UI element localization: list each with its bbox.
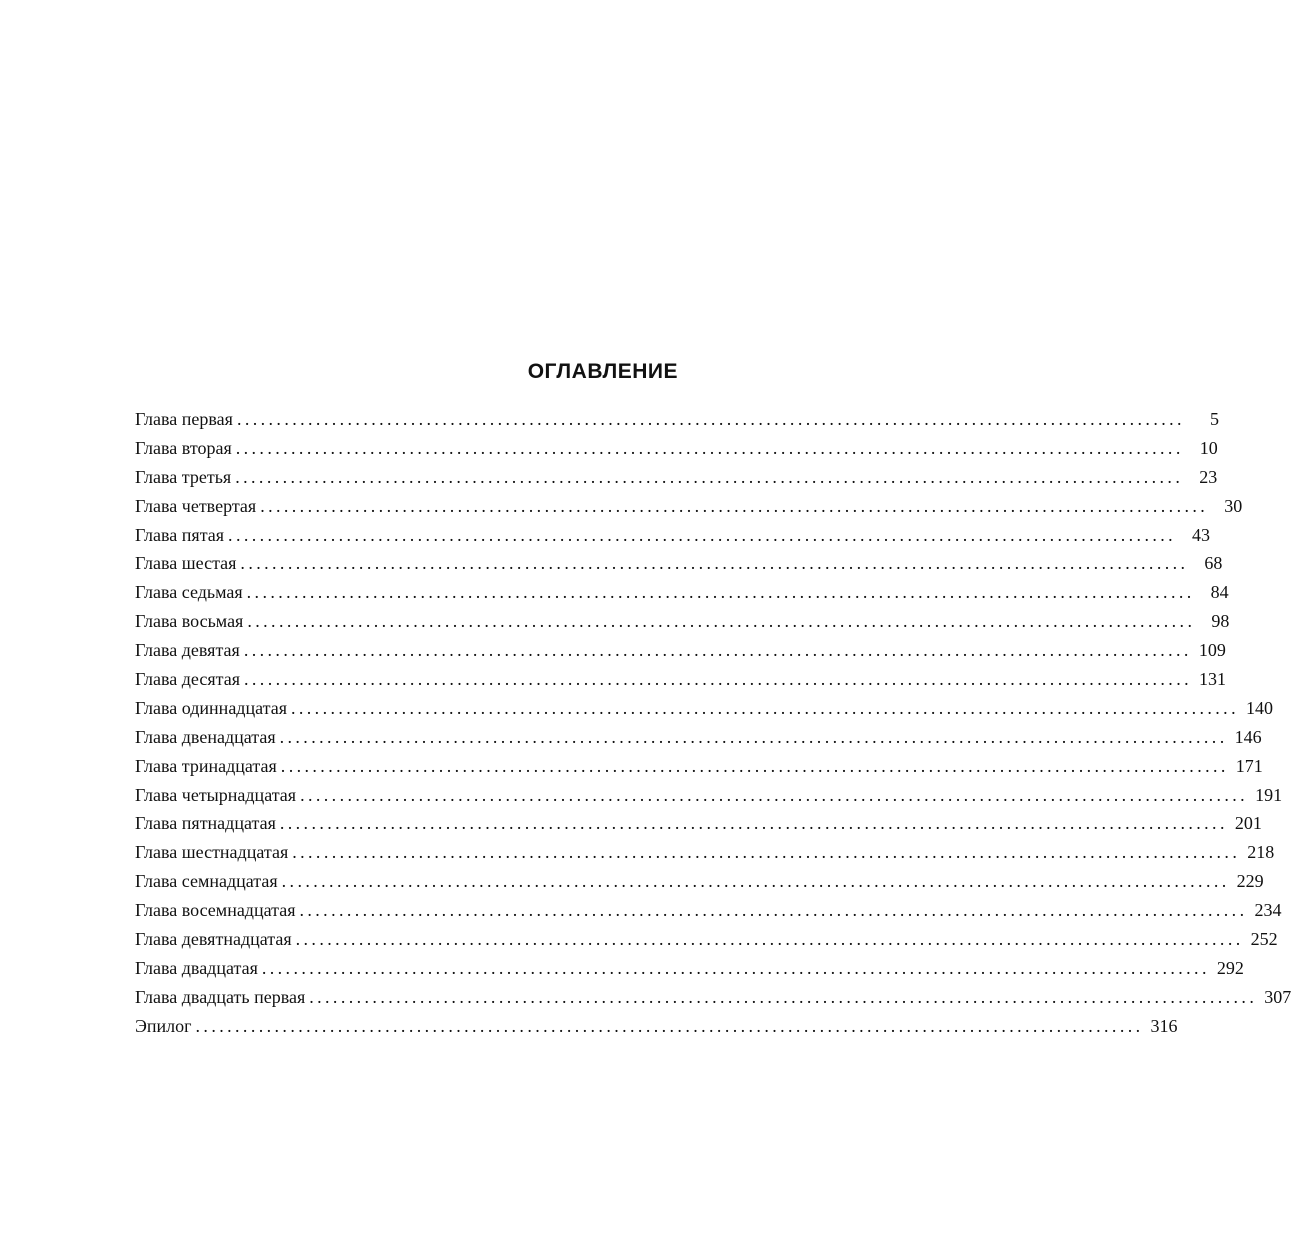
toc-entry-label: Глава вторая [135, 437, 232, 458]
dot-leader: ........................................................................................................................ [290, 697, 1239, 718]
toc-entry-page: 109 [1198, 640, 1226, 661]
dot-leader: ........................................................................................................................ [260, 495, 1209, 516]
toc-entry [135, 694, 1273, 723]
dot-leader: ........................................................................................................................ [235, 437, 1184, 458]
toc-list [135, 405, 1291, 1041]
toc-entry-page: 229 [1236, 871, 1264, 892]
dot-leader: ........................................................................................................................ [235, 466, 1184, 487]
toc-entry [135, 492, 1243, 521]
toc-entry-label: Глава шестнадцатая [135, 842, 289, 863]
toc-entry-label: Глава третья [135, 466, 232, 487]
toc-entry-page: 292 [1216, 957, 1244, 978]
toc-entry [135, 867, 1264, 896]
toc-entry [135, 405, 1219, 434]
toc-entry [135, 896, 1282, 925]
dot-leader: ........................................................................................................................ [280, 755, 1229, 776]
toc-entry-page: 10 [1199, 437, 1218, 458]
toc-entry-label: Глава одиннадцатая [135, 697, 287, 718]
toc-entry-label: Глава пятнадцатая [135, 813, 276, 834]
toc-entry [135, 838, 1275, 867]
dot-leader: ........................................................................................................................ [247, 611, 1196, 632]
toc-entry-label: Глава первая [135, 409, 233, 429]
toc-entry [135, 752, 1263, 781]
toc-entry-page: 131 [1199, 669, 1226, 690]
toc-entry-label: Глава пятая [135, 524, 225, 545]
toc-entry [135, 636, 1226, 665]
toc-entry [135, 723, 1262, 752]
toc-entry-label: Глава девятнадцатая [135, 929, 292, 950]
toc-entry-label: Глава тринадцатая [135, 755, 277, 776]
dot-leader: ........................................................................................................................ [299, 900, 1248, 921]
toc-entry [135, 781, 1283, 810]
dot-leader: ........................................................................................................................ [279, 726, 1228, 747]
toc-entry-label: Глава двенадцатая [135, 726, 276, 747]
dot-leader: ........................................................................................................................ [240, 553, 1189, 574]
toc-entry [135, 954, 1244, 983]
toc-entry [135, 925, 1278, 954]
dot-leader: ........................................................................................................................ [244, 669, 1192, 690]
dot-leader: ........................................................................................................................ [261, 957, 1210, 978]
dot-leader: ........................................................................................................................ [246, 582, 1195, 603]
toc-entry [135, 1012, 1178, 1041]
toc-entry-label: Глава седьмая [135, 582, 243, 603]
toc-entry-page: 234 [1254, 900, 1282, 921]
toc-entry [135, 809, 1262, 838]
dot-leader: ........................................................................................................................ [295, 929, 1244, 950]
toc-entry-label: Глава девятая [135, 640, 240, 661]
dot-leader: ........................................................................................................................ [236, 409, 1185, 429]
toc-entry-page: 68 [1204, 553, 1223, 574]
toc-entry-label: Глава десятая [135, 669, 240, 690]
dot-leader: ........................................................................................................................ [281, 871, 1230, 892]
toc-entry [135, 434, 1218, 463]
toc-title: ОГЛАВЛЕНИЕ [527, 360, 678, 383]
toc-entry-label: Глава двадцатая [135, 957, 258, 978]
toc-entry-label: Глава двадцать первая [135, 986, 306, 1007]
dot-leader: ........................................................................................................................ [309, 986, 1258, 1007]
toc-entry-label: Глава четырнадцатая [135, 784, 297, 805]
toc-entry-page: 84 [1210, 582, 1229, 603]
toc-entry-page: 43 [1192, 524, 1211, 545]
toc-entry-page: 191 [1255, 784, 1283, 805]
toc-entry-label: Глава восемнадцатая [135, 900, 296, 921]
toc-entry [135, 549, 1223, 578]
toc-entry-label: Глава четвертая [135, 495, 257, 516]
toc-entry [135, 665, 1226, 694]
toc-entry-page: 307 [1264, 986, 1291, 1007]
dot-leader: ........................................................................................................................ [300, 784, 1249, 805]
dot-leader: ........................................................................................................................ [195, 1015, 1144, 1036]
toc-entry-page: 146 [1234, 726, 1262, 747]
toc-entry-label: Глава шестая [135, 553, 237, 574]
toc-entry-page: 218 [1247, 842, 1275, 863]
toc-entry [135, 578, 1229, 607]
toc-entry-page: 23 [1199, 466, 1218, 487]
toc-entry [135, 983, 1291, 1012]
toc-entry-page: 252 [1250, 929, 1278, 950]
dot-leader: ........................................................................................................................ [243, 640, 1192, 661]
toc-entry-page: 201 [1234, 813, 1262, 834]
toc-entry-page: 316 [1150, 1015, 1178, 1036]
toc-entry [135, 463, 1218, 492]
toc-entry-page: 5 [1209, 409, 1219, 429]
toc-entry-label: Эпилог [135, 1015, 192, 1036]
toc-entry-label: Глава восьмая [135, 611, 244, 632]
toc-entry-page: 30 [1224, 495, 1243, 516]
toc-entry-label: Глава семнадцатая [135, 871, 278, 892]
toc-entry-page: 171 [1235, 755, 1263, 776]
dot-leader: ........................................................................................................................ [228, 524, 1177, 545]
dot-leader: ........................................................................................................................ [279, 813, 1228, 834]
toc-entry-page: 140 [1245, 697, 1273, 718]
toc-entry-page: 98 [1211, 611, 1230, 632]
toc-entry [135, 607, 1230, 636]
dot-leader: ........................................................................................................................ [292, 842, 1241, 863]
toc-entry [135, 521, 1211, 550]
